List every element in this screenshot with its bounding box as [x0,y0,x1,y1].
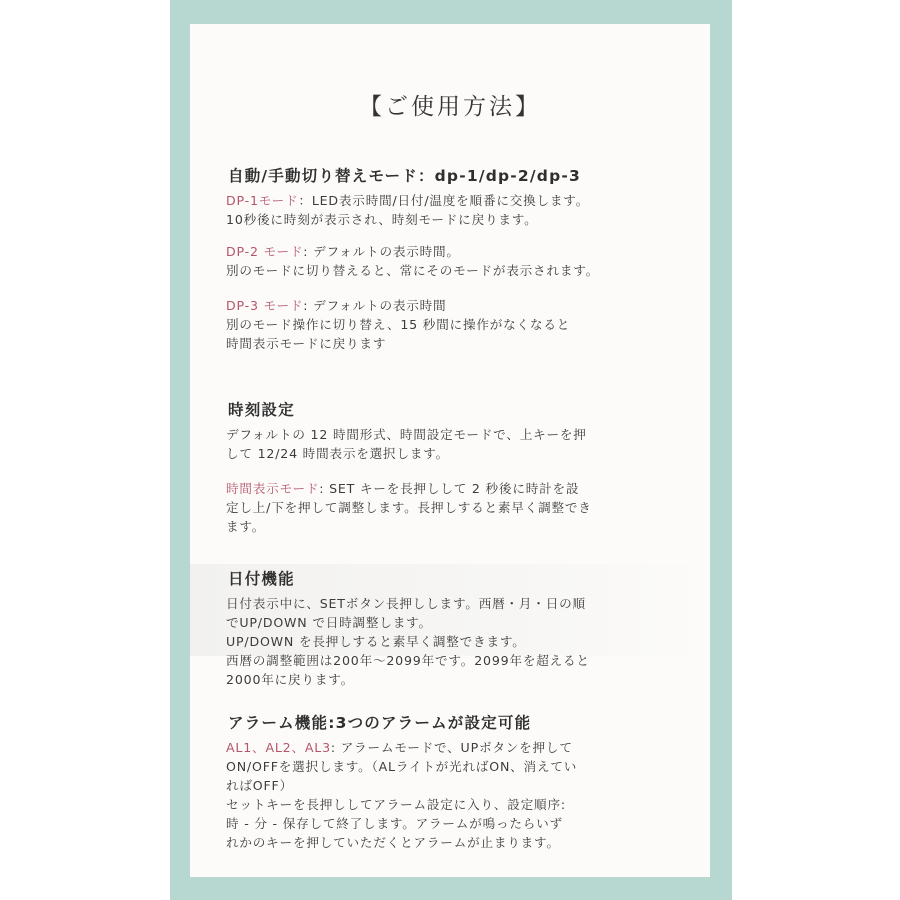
date-line-2: でUP/DOWN で日時調整します。 [226,615,432,630]
page-title: 【ご使用方法】 [359,94,541,120]
heading-mode: 自動/手動切り替えモード：dp-1/dp-2/dp-3 [228,167,581,185]
alarm-line-6: れかのキーを押していただくとアラームが止まります。 [226,835,560,850]
paragraph-alarm [226,738,686,852]
paragraph-date [226,594,686,689]
dp3-label: DP-3 モード [226,298,304,313]
heading-time: 時刻設定 [228,401,295,419]
dp3-line-3: 時間表示モードに戻ります [226,336,387,351]
time-p2-text-1: : SET キーを長押しして 2 秒後に時計を設 [319,481,580,496]
time-p2-line-3: ます。 [226,519,266,534]
time-p2-line-1 [226,479,686,498]
alarm-line-5: 時 - 分 - 保存して終了します。アラームが鳴ったらいず [226,816,563,831]
dp2-text-1: : デフォルトの表示時間。 [303,244,460,259]
time-display-label: 時間表示モード [226,481,320,496]
time-p2-line-2: 定し上/下を押して調整します。長押しすると素早く調整でき [226,500,592,515]
heading-date: 日付機能 [228,570,295,588]
time-p1-line-1: デフォルトの 12 時間形式、時間設定モードで、上キーを押 [226,427,587,442]
date-line-4: 西暦の調整範囲は200年～2099年です。2099年を超えると [226,653,590,668]
heading-alarm: アラーム機能:3つのアラームが設定可能 [228,714,532,732]
alarm-line-1 [226,738,686,757]
dp2-line-1 [226,242,686,261]
paragraph-time-display [226,479,686,536]
paragraph-dp3 [226,296,686,353]
paragraph-dp1 [226,191,686,229]
date-line-5: 2000年に戻ります。 [226,672,354,687]
alarm-line-2: ON/OFFを選択します。（ALライトが光ればON、消えてい [226,759,578,774]
paragraph-dp2 [226,242,686,280]
time-p1-line-2: して 12/24 時間表示を選択します。 [226,446,450,461]
dp1-text-1: ：LED表示時間/日付/温度を順番に交換します。 [298,193,590,208]
date-line-1: 日付表示中に、SETボタン長押しします。西暦・月・日の順 [226,596,586,611]
dp3-line-2: 別のモード操作に切り替え、15 秒間に操作がなくなると [226,317,571,332]
dp1-line-1 [226,191,686,210]
dp3-line-1 [226,296,686,315]
dp3-text-1: : デフォルトの表示時間 [303,298,447,313]
date-line-3: UP/DOWN を長押しすると素早く調整できます。 [226,634,526,649]
dp2-label: DP-2 モード [226,244,304,259]
alarm-label: AL1、AL2、AL3 [226,740,331,755]
instruction-card [190,24,710,877]
alarm-line-4: セットキーを長押ししてアラーム設定に入り、設定順序: [226,797,566,812]
alarm-text-1: : アラームモードで、UPボタンを押して [330,740,573,755]
paragraph-time-format [226,425,686,463]
dp1-line-2: 10秒後に時刻が表示され、時刻モードに戻ります。 [226,212,538,227]
dp1-label: DP-1モード [226,193,299,208]
alarm-line-3: ればOFF） [226,778,293,793]
dp2-line-2: 別のモードに切り替えると、常にそのモードが表示されます。 [226,263,600,278]
